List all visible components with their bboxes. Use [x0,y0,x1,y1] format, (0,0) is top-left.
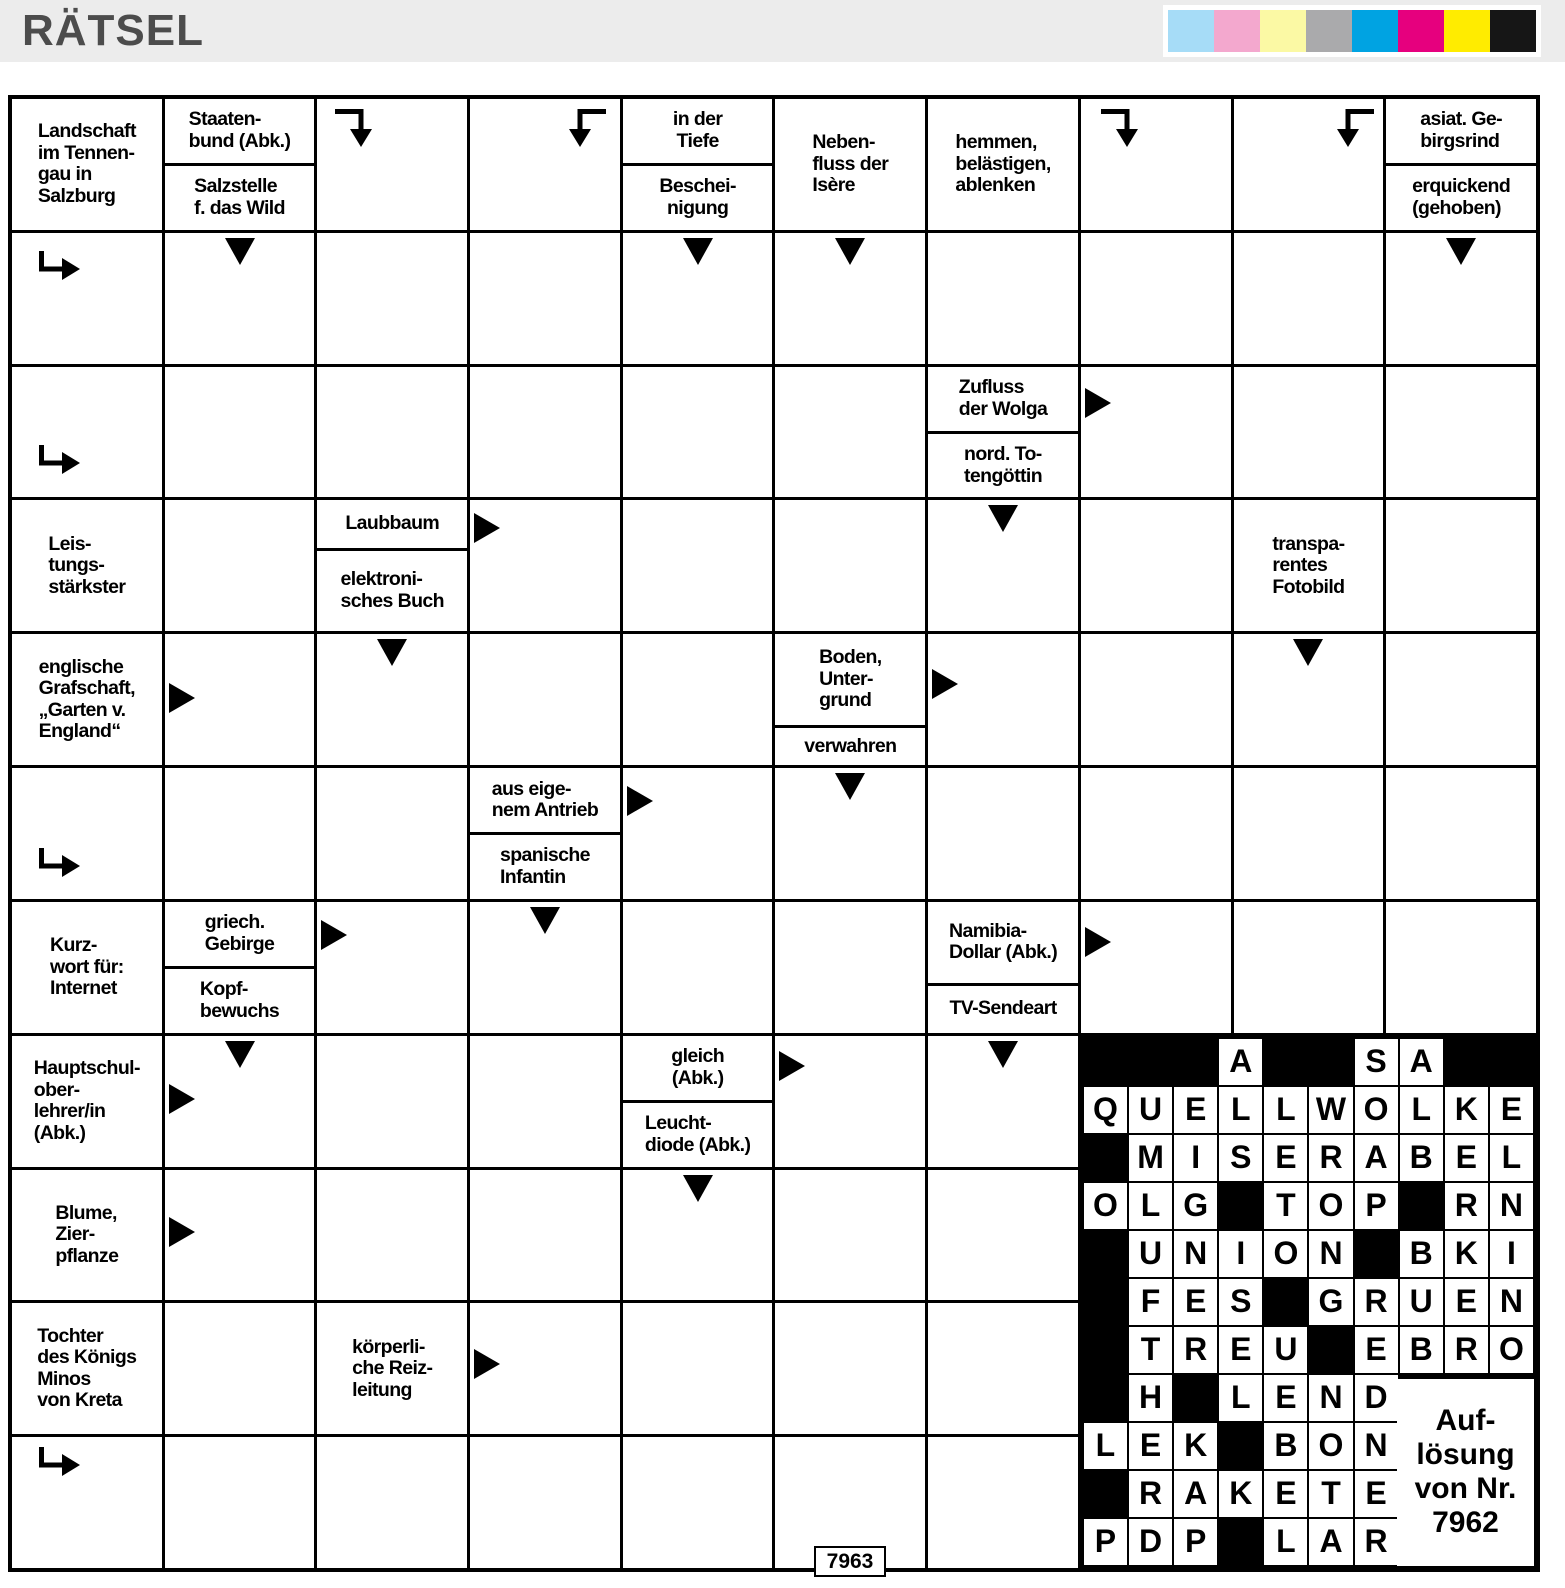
answer-cell [470,367,620,498]
solution-letter-cell: E [1129,1423,1172,1469]
clue-text: griech. Gebirge [204,911,275,955]
answer-cell [317,233,467,364]
solution-letter-cell: K [1174,1423,1217,1469]
clue-text: Laubbaum [345,512,440,535]
answer-cell [317,1170,467,1301]
solution-letter-cell: I [1174,1135,1217,1181]
answer-cell [470,1437,620,1568]
answer-cell [928,500,1078,631]
solution-letter-cell: S [1355,1039,1398,1085]
clue-text: Staaten- bund (Abk.) [188,108,291,152]
solution-letter-cell: L [1084,1423,1127,1469]
clue-cell [775,634,925,765]
clue-text: gleich (Abk.) [671,1045,725,1089]
clue-text: Boden, Unter- grund [819,646,882,712]
answer-cell [470,902,620,1033]
solution-letter-cell: A [1400,1039,1443,1085]
right-arrow-icon [474,1349,500,1379]
down-arrow-icon [988,1041,1018,1068]
solution-letter-cell: R [1445,1183,1488,1229]
answer-cell [928,634,1078,765]
answer-cell [165,1303,315,1434]
solution-box [1081,1036,1536,1568]
solution-letter-cell: N [1309,1231,1352,1277]
solution-letter-cell: S [1219,1135,1262,1181]
solution-letter-cell: R [1309,1135,1352,1181]
solution-black-cell [1309,1327,1352,1373]
color-swatch [1490,10,1536,52]
solution-letter-cell: N [1490,1279,1533,1325]
down-arrow-icon [225,238,255,265]
clue-text: Landschaft im Tennen- gau in Salzburg [37,120,136,207]
solution-note-line: Auf- [1435,1404,1496,1438]
solution-letter-cell: U [1400,1279,1443,1325]
right-arrow-icon [932,669,958,699]
down-arrow-icon [225,1041,255,1068]
color-swatch [1306,10,1352,52]
answer-cell [928,1036,1078,1167]
solution-black-cell [1400,1183,1443,1229]
clue-section [928,367,1078,431]
solution-black-cell [1264,1039,1307,1085]
clue-cell [928,367,1078,498]
clue-text: spanische Infantin [499,844,590,888]
solution-letter-cell: E [1445,1279,1488,1325]
clue-section [165,966,315,1033]
solution-letter-cell: R [1355,1279,1398,1325]
clue-section [165,99,315,163]
clue-text: Namibia- Dollar (Abk.) [948,919,1058,964]
solution-letter-cell: K [1445,1231,1488,1277]
clue-section [623,99,773,163]
answer-cell [1386,902,1536,1033]
solution-letter-cell: L [1400,1087,1443,1133]
solution-letter-cell: N [1309,1375,1352,1421]
clue-cell [165,99,315,230]
clue-cell [12,1036,162,1167]
answer-cell [1386,634,1536,765]
solution-letter-cell: B [1400,1135,1443,1181]
answer-cell [470,99,620,230]
answer-cell [165,367,315,498]
crossword-board [8,95,1540,1572]
clue-text: aus eige- nem Antrieb [491,777,599,822]
clue-cell [470,768,620,899]
solution-letter-cell: Q [1084,1087,1127,1133]
answer-cell [12,768,162,899]
solution-letter-cell: T [1264,1183,1307,1229]
answer-cell [165,768,315,899]
solution-letter-cell: A [1309,1519,1352,1565]
answer-cell [623,1170,773,1301]
clue-cell [775,99,925,230]
down-arrow-icon [1446,238,1476,265]
solution-letter-cell: R [1129,1471,1172,1517]
solution-note-line: 7962 [1432,1506,1499,1540]
answer-cell [623,1437,773,1568]
solution-letter-cell: E [1219,1327,1262,1373]
clue-text: Zufluss der Wolga [958,376,1048,420]
color-swatch [1398,10,1444,52]
solution-letter-cell: H [1129,1375,1172,1421]
answer-cell [470,1036,620,1167]
right-arrow-icon [1085,927,1111,957]
solution-letter-cell: B [1400,1327,1443,1373]
right-arrow-icon [627,786,653,816]
answer-cell [1386,367,1536,498]
clue-section [165,902,315,966]
solution-letter-cell: L [1219,1375,1262,1421]
answer-cell [470,500,620,631]
clue-text: hemmen, belästigen, ablenken [955,131,1051,197]
right-arrow-icon [474,513,500,543]
clue-text: verwahren [804,734,897,757]
solution-letter-cell: A [1219,1039,1262,1085]
clue-cell [12,1170,162,1301]
clue-section [165,163,315,230]
answer-cell [1081,768,1231,899]
answer-cell [928,233,1078,364]
solution-letter-cell: B [1264,1423,1307,1469]
answer-cell [775,500,925,631]
answer-cell [317,1437,467,1568]
solution-black-cell [1084,1135,1127,1181]
clue-cell [1386,99,1536,230]
down-arrow-icon [835,238,865,265]
solution-black-cell [1219,1423,1262,1469]
answer-cell [1386,768,1536,899]
answer-cell [1081,99,1231,230]
answer-cell [1081,500,1231,631]
solution-letter-cell: U [1264,1327,1307,1373]
clue-text: Leis- tungs- stärkster [48,532,126,598]
answer-cell [1234,367,1384,498]
answer-cell [623,367,773,498]
answer-cell [928,1437,1078,1568]
solution-letter-cell: L [1490,1135,1533,1181]
solution-letter-cell: F [1129,1279,1172,1325]
solution-letter-cell: E [1445,1135,1488,1181]
bend-down-arrow-icon [1336,106,1376,148]
solution-black-cell [1084,1231,1127,1277]
answer-cell [317,634,467,765]
solution-letter-cell: N [1490,1183,1533,1229]
clue-text: Beschei- nigung [659,175,736,219]
solution-black-cell [1219,1519,1262,1565]
clue-text: körperli- che Reiz- leitung [352,1335,433,1401]
answer-cell [623,768,773,899]
clue-text: asiat. Ge- birgsrind [1420,108,1503,152]
solution-letter-cell: E [1174,1279,1217,1325]
answer-cell [317,902,467,1033]
color-swatch [1260,10,1306,52]
answer-cell [470,233,620,364]
bend-down-arrow-icon [333,106,373,148]
answer-cell [165,233,315,364]
answer-cell [317,367,467,498]
solution-letter-cell: R [1355,1519,1398,1565]
solution-note-line: lösung [1416,1438,1515,1472]
print-color-bar [1163,5,1541,57]
answer-cell [1386,233,1536,364]
answer-cell [1234,902,1384,1033]
clue-section [928,902,1078,983]
crossword-grid [8,95,1540,1572]
down-arrow-icon [530,907,560,934]
clue-section [928,983,1078,1033]
answer-cell [928,1303,1078,1434]
solution-letter-cell: K [1219,1471,1262,1517]
solution-letter-cell: P [1174,1519,1217,1565]
answer-cell [12,367,162,498]
solution-letter-cell: U [1129,1087,1172,1133]
clue-section [928,431,1078,498]
solution-letter-cell: L [1264,1087,1307,1133]
right-arrow-icon [169,683,195,713]
solution-letter-cell: E [1490,1087,1533,1133]
clue-section [623,163,773,230]
solution-letter-cell: O [1490,1327,1533,1373]
clue-cell [623,1036,773,1167]
clue-text: in der Tiefe [672,108,723,152]
clue-section [775,725,925,765]
answer-cell [775,233,925,364]
right-arrow-icon [779,1051,805,1081]
solution-black-cell [1355,1231,1398,1277]
clue-cell [12,99,162,230]
solution-letter-cell: D [1355,1375,1398,1421]
clue-text: Tochter des Königs Minos von Kreta [37,1324,137,1412]
clue-cell [317,500,467,631]
answer-cell [623,1303,773,1434]
bend-right-arrow-icon [36,846,82,884]
clue-text: Leucht- diode (Abk.) [644,1112,751,1156]
solution-letter-cell: O [1084,1183,1127,1229]
clue-cell [12,1303,162,1434]
solution-letter-cell: U [1129,1231,1172,1277]
solution-letter-cell: G [1174,1183,1217,1229]
clue-section [1386,163,1536,230]
color-swatch [1214,10,1260,52]
answer-cell [1081,902,1231,1033]
answer-cell [165,1437,315,1568]
solution-letter-cell: S [1219,1279,1262,1325]
answer-cell [1234,634,1384,765]
solution-black-cell [1129,1039,1172,1085]
solution-letter-cell: N [1355,1423,1398,1469]
answer-cell [1081,233,1231,364]
solution-letter-cell: O [1309,1423,1352,1469]
right-arrow-icon [321,920,347,950]
bend-down-arrow-icon [568,106,608,148]
puzzle-number: 7963 [814,1546,886,1577]
clue-text: TV-Sendeart [949,997,1057,1020]
clue-cell [12,902,162,1033]
clue-section [470,768,620,832]
down-arrow-icon [1293,639,1323,666]
solution-letter-cell: G [1309,1279,1352,1325]
clue-section [623,1100,773,1167]
answer-cell [623,902,773,1033]
solution-letter-cell: T [1309,1471,1352,1517]
answer-cell [623,233,773,364]
clue-cell [165,902,315,1033]
clue-cell [12,634,162,765]
solution-letter-cell: E [1264,1135,1307,1181]
clue-section [623,1036,773,1100]
answer-cell [1081,367,1231,498]
clue-section [1386,99,1536,163]
bend-down-arrow-icon [1099,106,1139,148]
bend-right-arrow-icon [36,1445,82,1483]
solution-letter-cell: A [1355,1135,1398,1181]
solution-letter-cell: O [1309,1183,1352,1229]
right-arrow-icon [169,1084,195,1114]
clue-text: Kopf- bewuchs [199,978,280,1022]
clue-text: transpa- rentes Fotobild [1272,532,1345,598]
bend-right-arrow-icon [36,443,82,481]
clue-cell [317,1303,467,1434]
solution-black-cell [1264,1279,1307,1325]
clue-text: englische Grafschaft, „Garten v. England“ [38,655,136,743]
solution-letter-cell: B [1400,1231,1443,1277]
solution-letter-cell: L [1219,1087,1262,1133]
down-arrow-icon [683,1175,713,1202]
solution-letter-cell: I [1490,1231,1533,1277]
clue-text: nord. To- tengöttin [964,443,1043,487]
clue-section [317,548,467,632]
solution-black-cell [1084,1327,1127,1373]
clue-cell [12,500,162,631]
answer-cell [165,1170,315,1301]
solution-letter-cell: R [1174,1327,1217,1373]
answer-cell [775,1170,925,1301]
page-header [0,0,1565,62]
answer-cell [317,1036,467,1167]
answer-cell [928,768,1078,899]
solution-black-cell [1084,1039,1127,1085]
answer-cell [775,1303,925,1434]
solution-note-line: von Nr. [1414,1472,1517,1506]
clue-text: erquickend (gehoben) [1412,175,1511,219]
solution-black-cell [1174,1375,1217,1421]
clue-text: Kurz- wort für: Internet [50,934,124,1000]
solution-letter-cell: L [1264,1519,1307,1565]
solution-letter-cell: E [1355,1471,1398,1517]
right-arrow-icon [169,1217,195,1247]
answer-cell [317,99,467,230]
page-title: RÄTSEL [22,6,204,55]
answer-cell [1081,634,1231,765]
clue-cell [928,902,1078,1033]
solution-letter-cell: N [1174,1231,1217,1277]
solution-letter-cell: T [1129,1327,1172,1373]
solution-black-cell [1309,1039,1352,1085]
clue-cell [928,99,1078,230]
answer-cell [775,1036,925,1167]
down-arrow-icon [835,773,865,800]
solution-letter-cell: W [1309,1087,1352,1133]
answer-cell [775,367,925,498]
answer-cell [165,634,315,765]
clue-text: Salzstelle f. das Wild [194,175,285,219]
answer-cell [623,500,773,631]
solution-letter-cell: A [1174,1471,1217,1517]
clue-section [775,634,925,725]
solution-black-cell [1084,1471,1127,1517]
down-arrow-icon [683,238,713,265]
answer-cell [470,634,620,765]
answer-cell [470,1170,620,1301]
clue-section [470,832,620,899]
answer-cell [928,1170,1078,1301]
answer-cell [1234,768,1384,899]
solution-letter-cell: E [1174,1087,1217,1133]
answer-cell [12,1437,162,1568]
answer-cell [317,768,467,899]
answer-cell [12,233,162,364]
down-arrow-icon [988,505,1018,532]
solution-letter-cell: K [1445,1087,1488,1133]
right-arrow-icon [1085,388,1111,418]
solution-letter-cell: I [1219,1231,1262,1277]
clue-text: Blume, Zier- pflanze [55,1201,119,1267]
solution-letter-cell: E [1264,1471,1307,1517]
answer-cell [623,634,773,765]
solution-black-cell [1490,1039,1533,1085]
solution-letter-cell: D [1129,1519,1172,1565]
answer-cell [1386,500,1536,631]
solution-black-cell [1219,1183,1262,1229]
clue-text: Hauptschul- ober- lehrer/in (Abk.) [33,1057,140,1144]
answer-cell [775,902,925,1033]
answer-cell [775,768,925,899]
solution-black-cell [1084,1279,1127,1325]
clue-text: elektroni- sches Buch [340,568,444,612]
solution-letter-cell: E [1355,1327,1398,1373]
bend-right-arrow-icon [36,249,82,287]
solution-letter-cell: L [1129,1183,1172,1229]
solution-note [1397,1379,1534,1566]
solution-letter-cell: O [1264,1231,1307,1277]
answer-cell [470,1303,620,1434]
clue-cell [623,99,773,230]
solution-letter-cell: O [1355,1087,1398,1133]
clue-section [317,500,467,547]
clue-text: Neben- fluss der Isère [812,131,889,197]
down-arrow-icon [377,639,407,666]
answer-cell [1234,233,1384,364]
color-swatch [1352,10,1398,52]
answer-cell [165,1036,315,1167]
clue-cell [1234,500,1384,631]
answer-cell [1234,99,1384,230]
solution-letter-cell: P [1355,1183,1398,1229]
solution-letter-cell: P [1084,1519,1127,1565]
solution-letter-cell: E [1264,1375,1307,1421]
answer-cell [165,500,315,631]
color-swatch [1444,10,1490,52]
solution-letter-cell: M [1129,1135,1172,1181]
color-swatch [1168,10,1214,52]
solution-letter-cell: R [1445,1327,1488,1373]
solution-black-cell [1084,1375,1127,1421]
solution-black-cell [1174,1039,1217,1085]
solution-black-cell [1445,1039,1488,1085]
